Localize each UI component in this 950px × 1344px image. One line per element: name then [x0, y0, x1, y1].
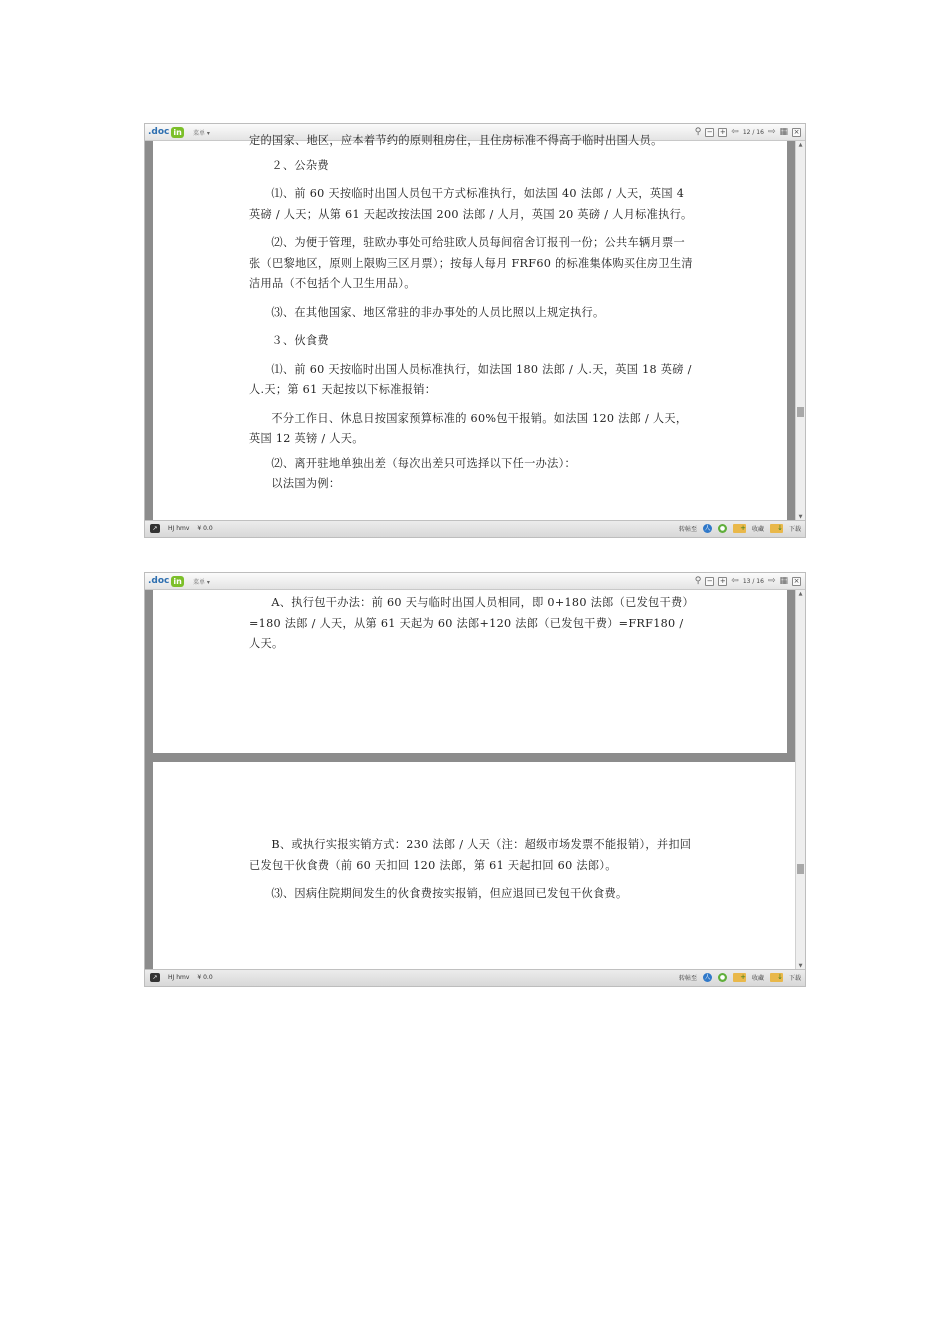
prev-page-icon[interactable]: ⇦	[731, 576, 739, 586]
download-button[interactable]: 下载	[788, 526, 801, 533]
vertical-scrollbar[interactable]	[795, 590, 805, 970]
expand-icon[interactable]: ↗	[150, 524, 160, 533]
page-indicator[interactable]: 13 / 16	[742, 577, 764, 585]
share-label[interactable]: 转帖至	[678, 526, 697, 533]
scroll-thumb[interactable]	[797, 864, 804, 874]
paragraph: ⑶、在其他国家、地区常驻的非办事处的人员比照以上规定执行。	[271, 305, 605, 319]
close-icon[interactable]: ×	[793, 127, 800, 136]
zoom-out-icon[interactable]: −	[706, 576, 713, 585]
download-button[interactable]: 下载	[788, 975, 801, 982]
paragraph: ⑵、为便于管理，驻欧办事处可给驻欧人员每间宿舍订报刊一份；公共车辆月票一张（巴黎地区，原则上限购三区月票）；按每人每月 FRF60 的标准集体购买住房卫生清洁用品（不包括个人卫生用品）。	[249, 236, 693, 290]
logo-badge: in	[173, 127, 182, 137]
collect-folder-icon[interactable]: +	[733, 973, 746, 982]
clipped-line: 定的国家、地区，应本着节约的原则租房住，且住房标准不得高于临时出国人员。	[249, 134, 663, 147]
share-person-icon[interactable]: 人	[704, 974, 711, 981]
logo-text: .doc	[148, 576, 170, 586]
share-globe-icon[interactable]: ●	[719, 974, 726, 981]
logo-text: .doc	[148, 127, 170, 137]
vertical-scrollbar[interactable]	[795, 141, 805, 521]
close-icon[interactable]: ×	[793, 576, 800, 585]
docin-logo[interactable]	[148, 126, 184, 138]
left-gutter	[145, 590, 153, 970]
collect-button[interactable]: 收藏	[751, 975, 764, 982]
grid-icon[interactable]: ▦	[779, 576, 788, 586]
paragraph: 以法国为例：	[271, 477, 341, 490]
document-viewer-1	[144, 123, 806, 538]
grid-icon[interactable]: ▦	[779, 127, 788, 137]
paragraph: 不分工作日、休息日按国家预算标准的 60%包干报销。如法国 120 法郎 / 人天，英国 12 英镑 / 人天。	[249, 411, 688, 445]
right-gutter	[787, 590, 795, 753]
page-indicator[interactable]: 12 / 16	[742, 128, 764, 136]
paragraph: ⑶、因病住院期间发生的伙食费按实报销，但应退回已发包干伙食费。	[271, 887, 628, 900]
paragraph: ⑴、前 60 天按临时出国人员标准执行，如法国 180 法郎 / 人.天，英国 18 英磅 / 人.天；第 61 天起按以下标准报销：	[249, 362, 692, 396]
status-bar	[145, 969, 805, 986]
toolbar-controls	[695, 126, 801, 138]
collect-button[interactable]: 收藏	[751, 526, 764, 533]
menu-button[interactable]: 菜单 ▾	[193, 130, 210, 137]
prev-page-icon[interactable]: ⇦	[731, 127, 739, 137]
logo-badge: in	[173, 576, 182, 586]
page-text	[249, 835, 693, 905]
user-label[interactable]: HJ hmv	[168, 974, 190, 981]
left-gutter	[145, 141, 153, 521]
zoom-out-icon[interactable]: −	[706, 127, 713, 136]
status-bar	[145, 520, 805, 537]
right-gutter	[787, 141, 795, 521]
document-viewer-2	[144, 572, 806, 987]
scroll-up-icon[interactable]: ▲	[798, 142, 803, 148]
expand-icon[interactable]: ↗	[150, 973, 160, 982]
page-content	[145, 590, 795, 970]
next-page-icon[interactable]: ⇨	[767, 127, 776, 137]
viewer-toolbar	[145, 573, 805, 590]
scroll-thumb[interactable]	[797, 407, 804, 417]
search-icon[interactable]: ⚲	[694, 127, 702, 137]
zoom-in-icon[interactable]: +	[719, 576, 726, 585]
zoom-in-icon[interactable]: +	[719, 127, 726, 136]
collect-folder-icon[interactable]: +	[733, 524, 746, 533]
download-folder-icon[interactable]: ↓	[770, 524, 783, 533]
toolbar-controls	[695, 575, 801, 587]
docin-logo[interactable]	[148, 575, 184, 587]
next-page-icon[interactable]: ⇨	[767, 576, 776, 586]
paragraph: A、执行包干办法：前 60 天与临时出国人员相同，即 0+180 法郎（已发包干费）=180 法郎 / 人天，从第 61 天起为 60 法郎+120 法郎（已发包干费）=FRF180 / 人天。	[249, 596, 689, 650]
page-text	[249, 131, 693, 495]
download-folder-icon[interactable]: ↓	[770, 973, 783, 982]
paragraph: ３、伙食费	[271, 334, 329, 347]
page-break	[145, 753, 795, 762]
paragraph: ⑵、离开驻地单独出差（每次出差只可选择以下任一办法）：	[271, 456, 576, 470]
scroll-down-icon[interactable]: ▼	[798, 963, 803, 969]
user-label[interactable]: HJ hmv	[168, 525, 190, 532]
scroll-down-icon[interactable]: ▼	[798, 514, 803, 520]
page-content	[145, 134, 795, 521]
paragraph: B、或执行实报实销方式：230 法郎 / 人天（注：超级市场发票不能报销），并扣回已发包干伙食费（前 60 天扣回 120 法郎，第 61 天起扣回 60 法郎）。	[249, 838, 692, 872]
price-label: ¥ 0.0	[197, 974, 213, 981]
page-text	[249, 593, 693, 655]
share-person-icon[interactable]: 人	[704, 525, 711, 532]
paragraph: ⑴、前 60 天按临时出国人员包干方式标准执行，如法国 40 法郎 / 人天，英国 4 英磅 / 人天；从第 61 天起改按法国 200 法郎 / 人月，英国 20 英磅 / 人月标准执行。	[249, 187, 693, 221]
scroll-up-icon[interactable]: ▲	[798, 591, 803, 597]
menu-button[interactable]: 菜单 ▾	[193, 579, 210, 586]
price-label: ¥ 0.0	[197, 525, 213, 532]
share-globe-icon[interactable]: ●	[719, 525, 726, 532]
paragraph: ２、公杂费	[271, 158, 329, 172]
search-icon[interactable]: ⚲	[694, 576, 702, 586]
share-label[interactable]: 转帖至	[678, 975, 697, 982]
